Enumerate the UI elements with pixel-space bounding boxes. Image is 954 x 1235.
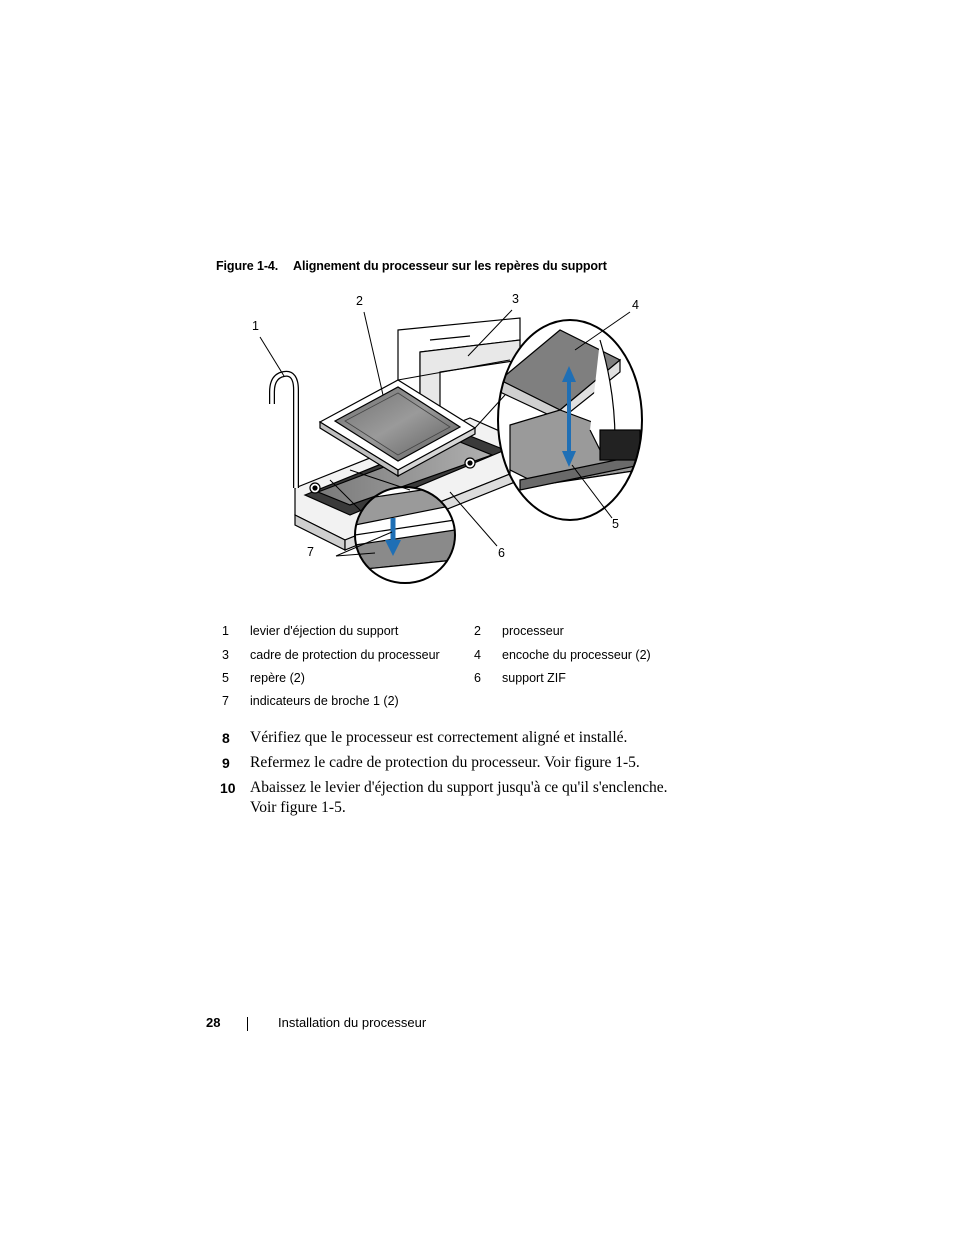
footer-section-title: Installation du processeur	[278, 1015, 427, 1030]
callout-4: 4	[632, 298, 639, 312]
socket-lever	[272, 374, 296, 488]
legend-text: indicateurs de broche 1 (2)	[250, 694, 399, 708]
legend-text: encoche du processeur (2)	[502, 648, 651, 662]
step-number: 8	[222, 730, 230, 746]
legend-text: support ZIF	[502, 671, 566, 685]
callout-6: 6	[498, 546, 505, 560]
figure-title: Alignement du processeur sur les repères du support	[293, 259, 607, 273]
page-number: 28	[206, 1015, 221, 1030]
legend-number: 3	[222, 648, 229, 662]
legend-number: 4	[474, 648, 481, 662]
callout-3: 3	[512, 292, 519, 306]
step-number: 9	[222, 755, 230, 771]
legend-text: levier d'éjection du support	[250, 624, 399, 638]
figure-number: Figure 1-4.	[216, 259, 279, 273]
legend-text: processeur	[502, 624, 564, 638]
legend-number: 1	[222, 624, 229, 638]
step-text: Refermez le cadre de protection du processeur. Voir figure 1-5.	[250, 754, 640, 771]
legend-text: repère (2)	[250, 671, 305, 685]
legend-number: 6	[474, 671, 481, 685]
step-number: 10	[220, 780, 236, 796]
legend-number: 2	[474, 624, 481, 638]
callout-2: 2	[356, 294, 363, 308]
legend-number: 5	[222, 671, 229, 685]
callout-5: 5	[612, 517, 619, 531]
step-text: Vérifiez que le processeur est correctement aligné et installé.	[250, 729, 628, 746]
callout-1: 1	[252, 319, 259, 333]
legend-text: cadre de protection du processeur	[250, 648, 440, 662]
step-text: Abaissez le levier d'éjection du support jusqu'à ce qu'il s'enclenche. Voir figure 1-5.	[250, 779, 668, 816]
footer-separator	[247, 1017, 248, 1031]
legend-number: 7	[222, 694, 229, 708]
callout-7: 7	[307, 545, 314, 559]
